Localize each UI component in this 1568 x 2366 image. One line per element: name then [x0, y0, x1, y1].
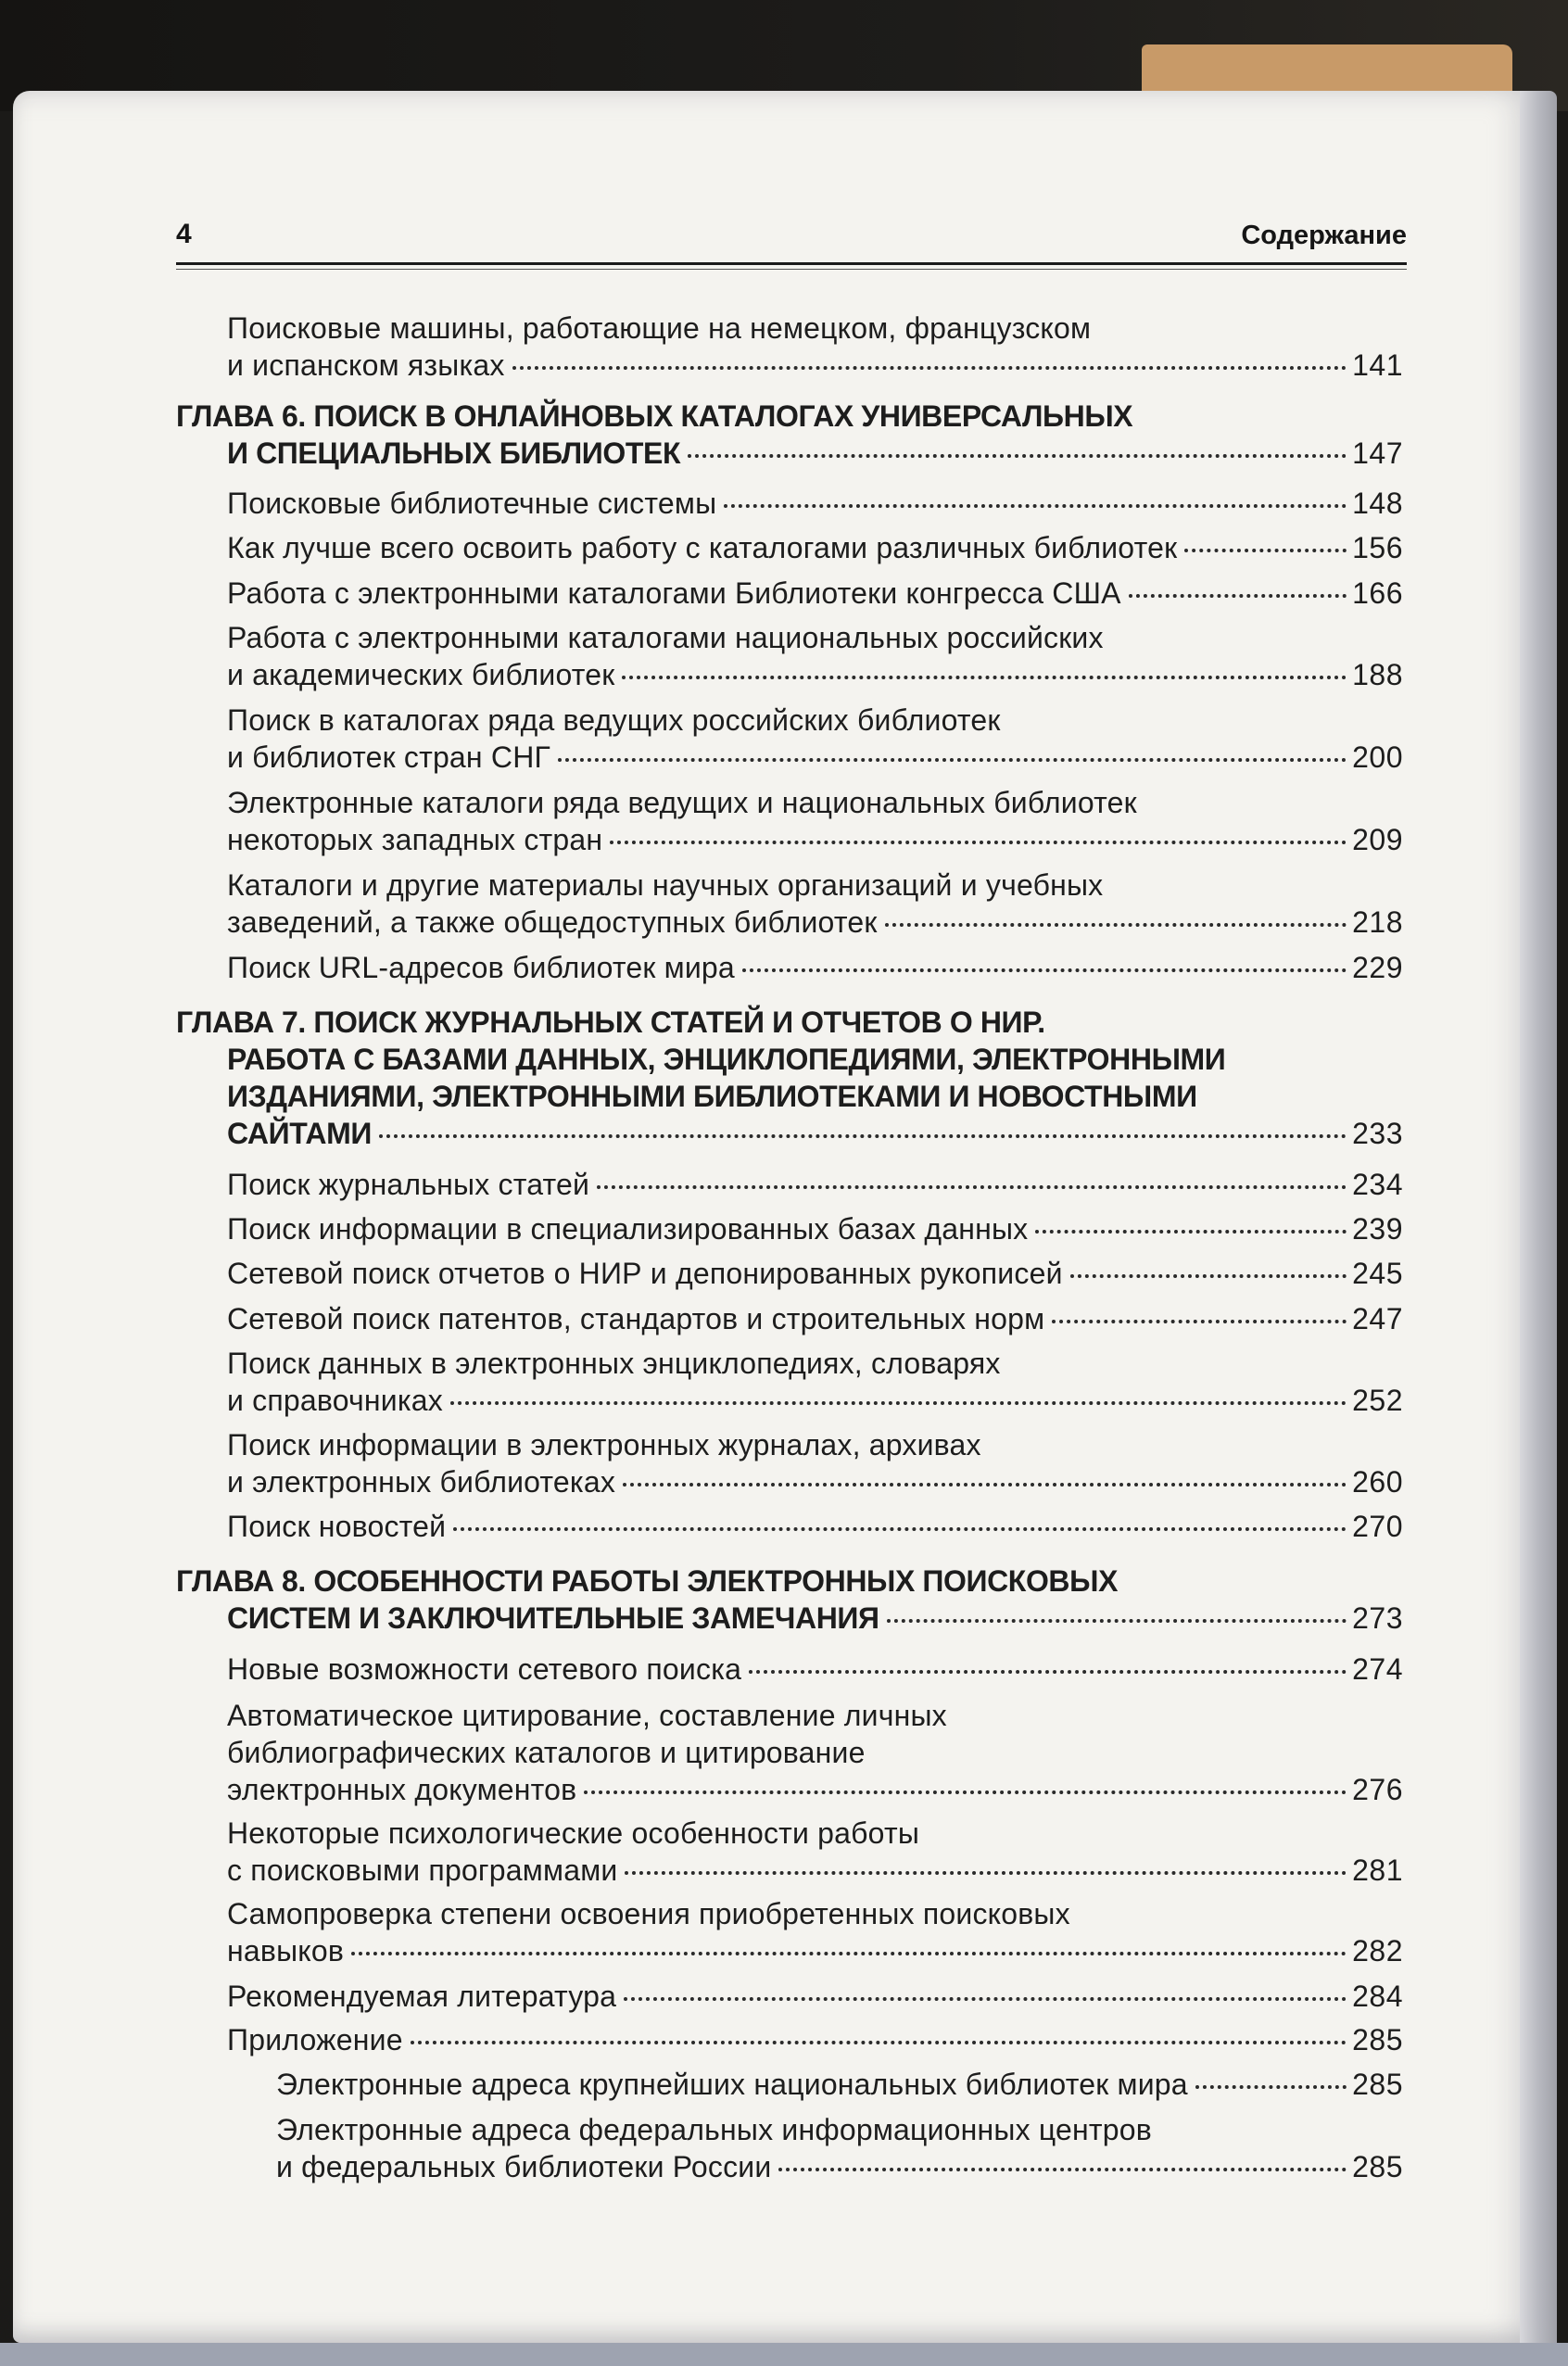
dot-leader: [622, 676, 1347, 679]
toc-page-number: 229: [1352, 951, 1403, 984]
toc-entry: Самопроверка степени освоения приобретенных поисковых навыков 282: [227, 1897, 1403, 1967]
dot-leader: [1195, 2085, 1347, 2089]
toc-page-number: 273: [1352, 1601, 1403, 1635]
toc-page-number: 233: [1352, 1117, 1403, 1150]
toc-entry: Новые возможности сетевого поиска 274: [227, 1652, 1403, 1686]
toc-entry: Поиск URL-адресов библиотек мира 229: [227, 951, 1403, 984]
toc-page-number: 147: [1352, 437, 1403, 470]
toc-page-number: 252: [1352, 1384, 1403, 1417]
toc-page-number: 282: [1352, 1934, 1403, 1967]
toc-entry: Работа с электронными каталогами национальных российских и академических библиотек 188: [227, 621, 1403, 691]
toc-entry: Электронные каталоги ряда ведущих и национальных библиотек некоторых западных стран 209: [227, 786, 1403, 856]
dot-leader: [584, 1790, 1347, 1794]
dot-leader: [411, 2041, 1347, 2044]
toc-chapter: ГЛАВА 7. ПОИСК ЖУРНАЛЬНЫХ СТАТЕЙ И ОТЧЕТОВ О НИР. РАБОТА С БАЗАМИ ДАННЫХ, ЭНЦИКЛОПЕДИЯМИ, ЭЛЕКТРОННЫМИ ИЗДАНИЯМИ, ЭЛЕКТРОННЫМИ БИБЛИОТЕКАМИ И НОВОСТНЫМИ САЙТАМИ 233: [176, 1006, 1403, 1150]
toc-page-number: 285: [1352, 2023, 1403, 2056]
page-stack-edge: [1520, 91, 1557, 2352]
toc-page-number: 281: [1352, 1854, 1403, 1887]
running-title: Содержание: [1241, 221, 1407, 250]
toc-subentry: Электронные адреса федеральных информационных центров и федеральных библиотеки России 285: [276, 2113, 1403, 2183]
toc-entry: Поиск информации в специализированных базах данных 239: [227, 1212, 1403, 1246]
toc-page-number: 239: [1352, 1212, 1403, 1246]
toc-page-number: 209: [1352, 823, 1403, 856]
toc-page-number: 218: [1352, 905, 1403, 939]
header-rule-thin: [176, 269, 1407, 270]
dot-leader: [351, 1952, 1347, 1955]
toc-entry: Поиск в каталогах ряда ведущих российских библиотек и библиотек стран СНГ 200: [227, 703, 1403, 774]
dot-leader: [742, 968, 1347, 972]
toc-entry: Поиск данных в электронных энциклопедиях, словарях и справочниках 252: [227, 1347, 1403, 1417]
toc-page-number: 188: [1352, 658, 1403, 691]
toc-entry: Некоторые психологические особенности работы с поисковыми программами 281: [227, 1816, 1403, 1887]
toc-entry: Поисковые библиотечные системы 148: [227, 487, 1403, 520]
toc-entry: Как лучше всего освоить работу с каталогами различных библиотек 156: [227, 531, 1403, 564]
toc-page-number: 270: [1352, 1510, 1403, 1543]
toc-page-number: 274: [1352, 1652, 1403, 1686]
dot-leader: [724, 504, 1347, 508]
dot-leader: [623, 1483, 1347, 1487]
toc-subentry: Электронные адреса крупнейших национальных библиотек мира 285: [276, 2068, 1403, 2101]
dot-leader: [610, 841, 1347, 844]
dot-leader: [1035, 1230, 1347, 1234]
toc-page-number: 260: [1352, 1465, 1403, 1499]
toc-page-number: 245: [1352, 1257, 1403, 1290]
toc-page-number: 141: [1352, 348, 1403, 382]
toc-page-number: 156: [1352, 531, 1403, 564]
toc-entry: Приложение 285: [227, 2023, 1403, 2056]
dot-leader: [887, 1619, 1347, 1623]
toc-page-number: 285: [1352, 2068, 1403, 2101]
toc-page-number: 276: [1352, 1773, 1403, 1806]
toc-page-number: 234: [1352, 1168, 1403, 1201]
toc-page-number: 166: [1352, 576, 1403, 610]
scan-background-bottom: [0, 2343, 1568, 2366]
dot-leader: [379, 1134, 1347, 1138]
toc-chapter: ГЛАВА 6. ПОИСК В ОНЛАЙНОВЫХ КАТАЛОГАХ УНИВЕРСАЛЬНЫХ И СПЕЦИАЛЬНЫХ БИБЛИОТЕК 147: [176, 399, 1403, 470]
dot-leader: [885, 923, 1347, 927]
toc-entry: Каталоги и другие материалы научных организаций и учебных заведений, а также общедоступных библиотек 218: [227, 868, 1403, 939]
toc-page-number: 285: [1352, 2150, 1403, 2183]
dot-leader: [1129, 594, 1347, 598]
toc-page-number: 200: [1352, 740, 1403, 774]
dot-leader: [1070, 1274, 1347, 1278]
dot-leader: [688, 454, 1347, 458]
toc-entry: Поиск информации в электронных журналах, архивах и электронных библиотеках 260: [227, 1428, 1403, 1499]
toc-page-number: 148: [1352, 487, 1403, 520]
toc-entry: Поиск новостей 270: [227, 1510, 1403, 1543]
toc-chapter: ГЛАВА 8. ОСОБЕННОСТИ РАБОТЫ ЭЛЕКТРОННЫХ ПОИСКОВЫХ СИСТЕМ И ЗАКЛЮЧИТЕЛЬНЫЕ ЗАМЕЧАНИЯ 273: [176, 1564, 1403, 1635]
dot-leader: [624, 1997, 1347, 2001]
dot-leader: [558, 758, 1347, 762]
dot-leader: [749, 1670, 1347, 1674]
dot-leader: [512, 366, 1347, 370]
toc-page-number: 284: [1352, 1980, 1403, 2013]
page-header: [176, 219, 1407, 256]
page-number: 4: [176, 219, 192, 249]
dot-leader: [453, 1527, 1347, 1531]
toc-entry: Сетевой поиск патентов, стандартов и строительных норм 247: [227, 1302, 1403, 1335]
toc-entry: Рекомендуемая литература 284: [227, 1980, 1403, 2013]
toc-entry: Поисковые машины, работающие на немецком, французском и испанском языках 141: [227, 311, 1403, 382]
dot-leader: [597, 1185, 1347, 1189]
toc-entry: Поиск журнальных статей 234: [227, 1168, 1403, 1201]
toc-page-number: 247: [1352, 1302, 1403, 1335]
dot-leader: [450, 1401, 1347, 1405]
dot-leader: [625, 1871, 1347, 1875]
dot-leader: [1052, 1320, 1347, 1323]
toc-entry: Работа с электронными каталогами Библиотеки конгресса США 166: [227, 576, 1403, 610]
dot-leader: [1184, 549, 1347, 552]
toc-entry: Сетевой поиск отчетов о НИР и депонированных рукописей 245: [227, 1257, 1403, 1290]
header-rule: [176, 262, 1407, 265]
dot-leader: [778, 2168, 1347, 2171]
toc-entry: Автоматическое цитирование, составление личных библиографических каталогов и цитирование электронных документов 276: [227, 1699, 1403, 1806]
